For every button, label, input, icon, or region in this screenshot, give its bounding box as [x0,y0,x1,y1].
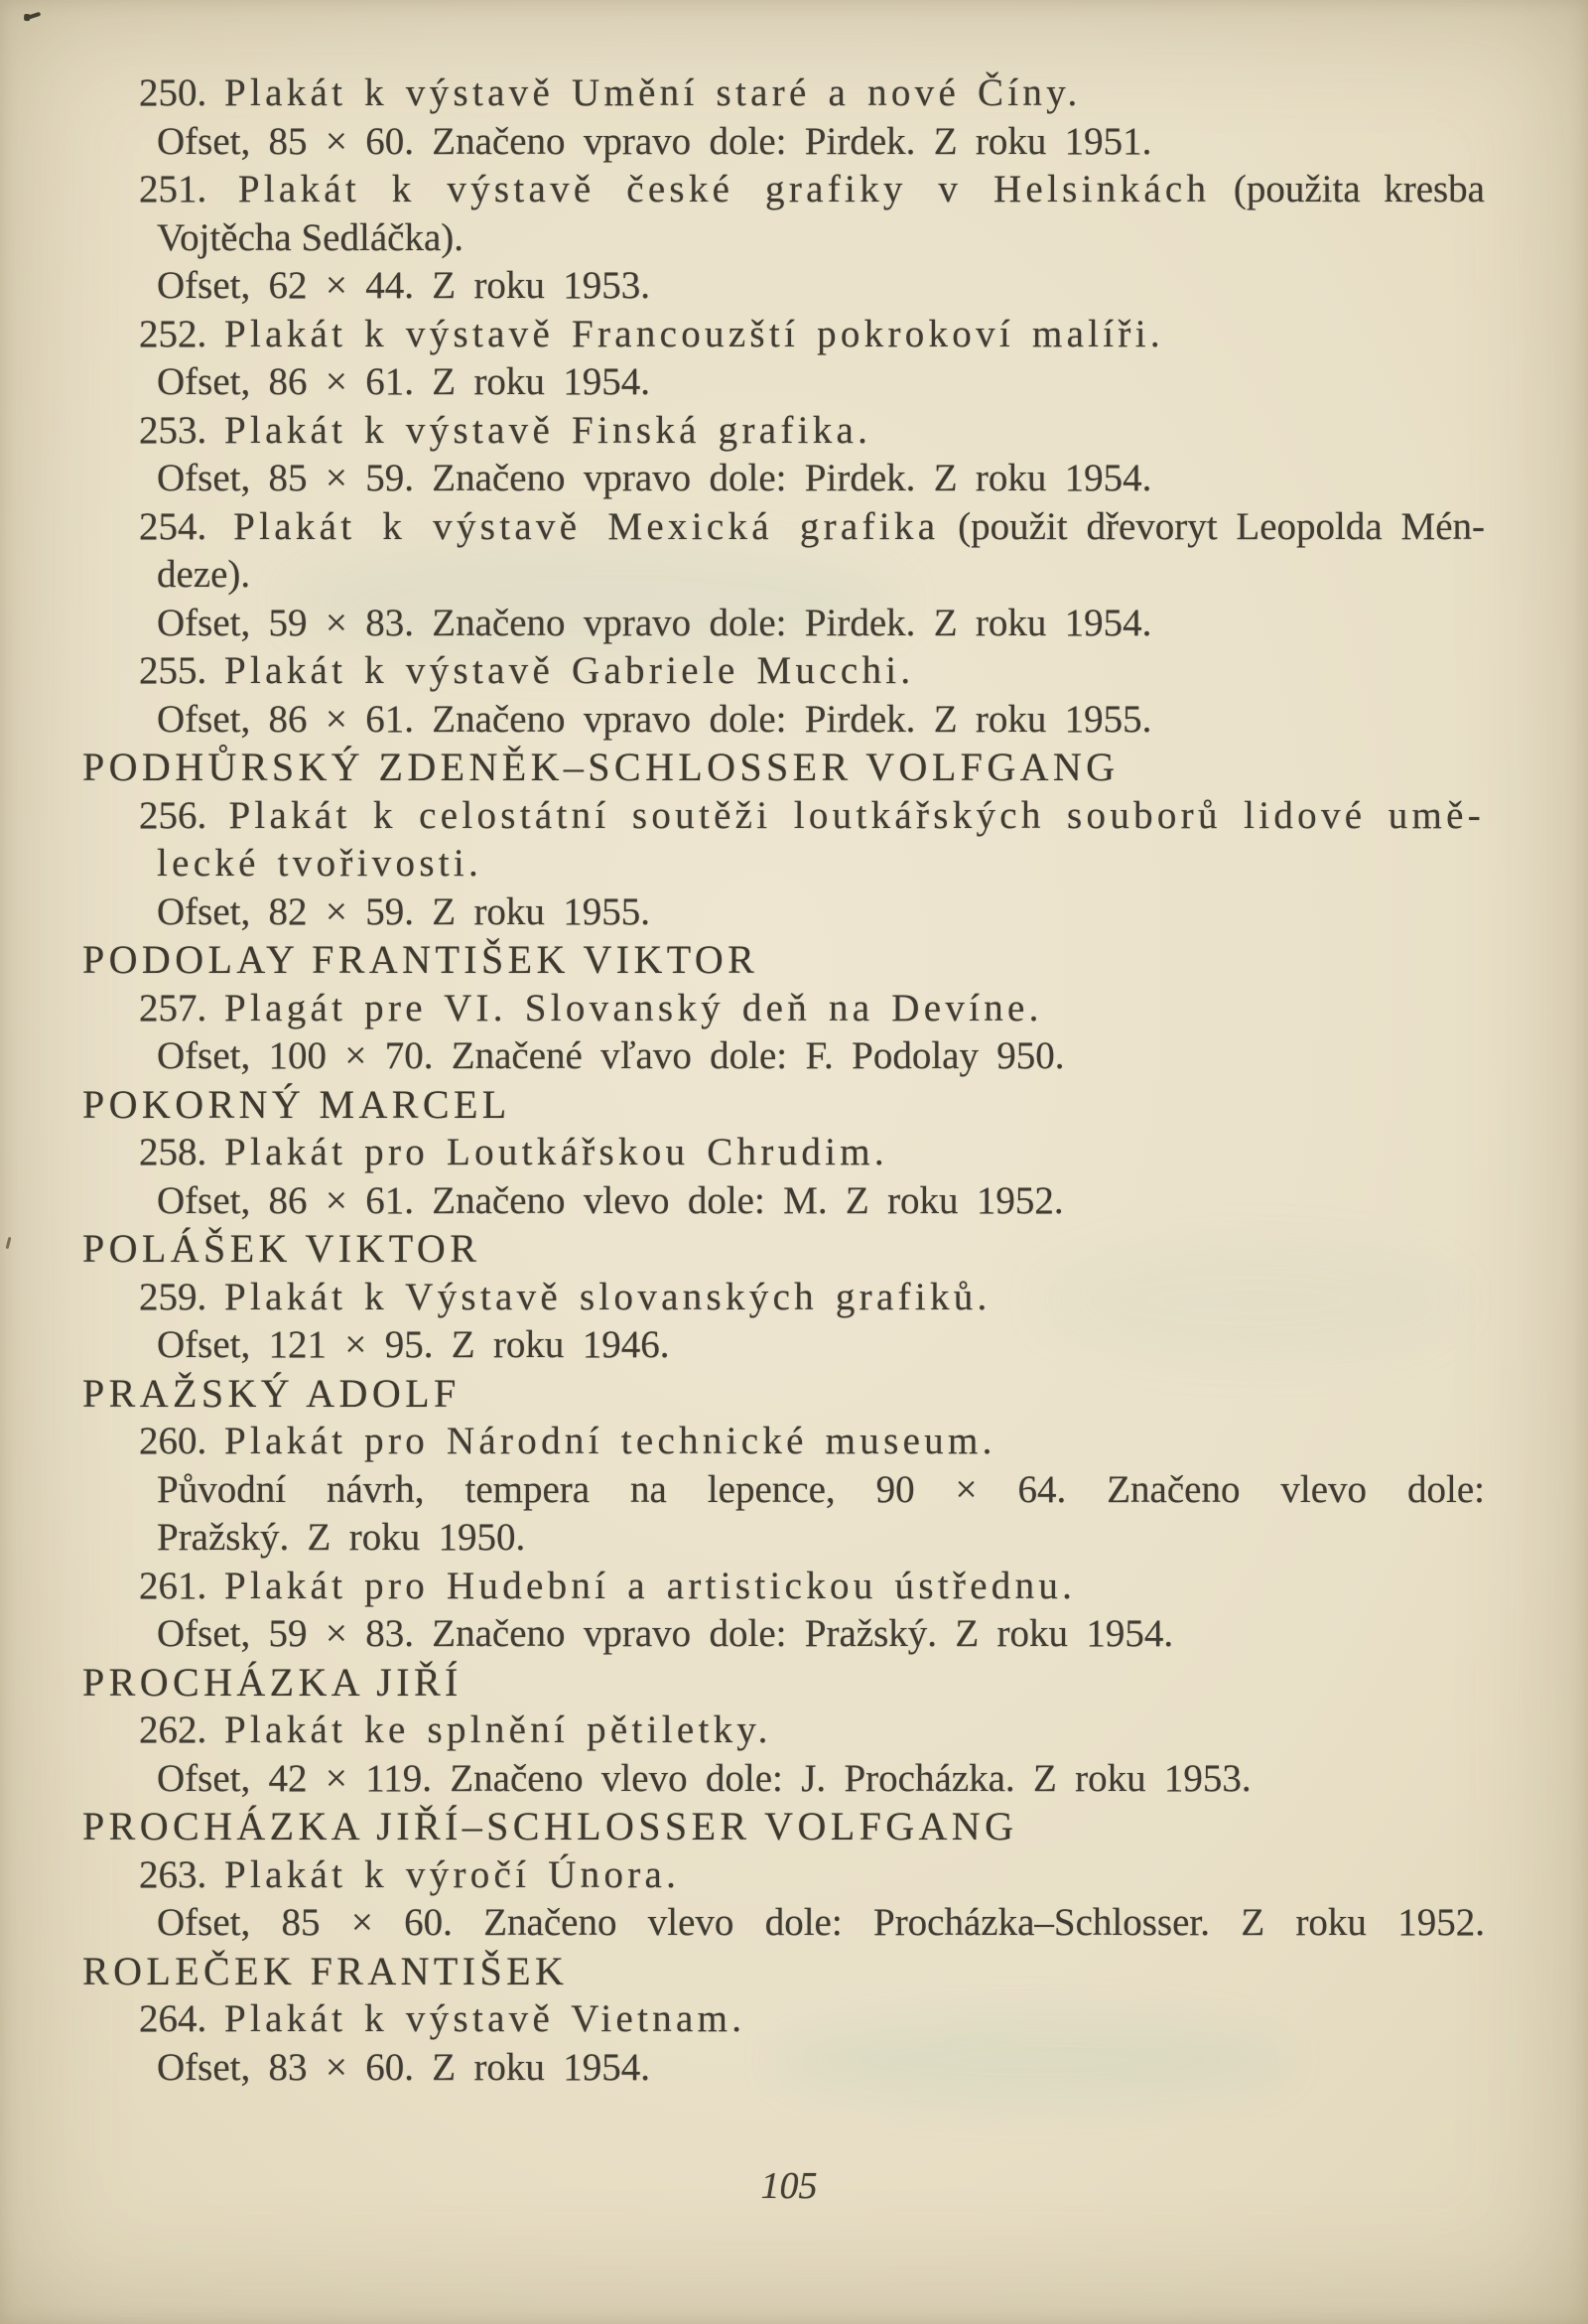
entry-title-line [139,69,1485,118]
entry-title-line [139,792,1485,841]
entry-number: 259. [139,1275,207,1318]
entry-title-segment: (použita kresba [1210,168,1485,210]
entry-number: 262. [139,1709,207,1751]
entry-number: 254. [139,504,207,548]
entry-detail-line: Ofset, 83 × 60. Z roku 1954. [157,2045,651,2089]
section-header: PROCHÁZKA JIŘÍ [82,1659,463,1705]
entry-number: 256. [139,793,207,837]
entry-title-segment: Plakát pro Hudební a artistickou ústřednu. [224,1564,1077,1607]
entry-title-continuation [157,840,1485,889]
entry-number: 257. [139,986,207,1029]
entry-title-segment: deze). [157,553,251,596]
entry-title-line [139,1995,1485,2044]
entry-title-line [139,503,1485,552]
entry-detail-line: Ofset, 59 × 83. Značeno vpravo dole: Pražský. Z roku 1954. [157,1612,1174,1655]
entry-detail-line: Pražský. Z roku 1950. [157,1516,526,1559]
entry-title-segment: Plakát k výstavě Umění staré a nové Číny. [224,71,1082,114]
section-header: ROLEČEK FRANTIŠEK [82,1948,569,1993]
entry-detail-line: Ofset, 85 × 60. Značeno vlevo dole: Procházka–Schlosser. Z roku 1952. [157,1901,1485,1944]
entry-number: 260. [139,1420,207,1462]
entry-title-segment: lecké tvořivosti. [157,842,483,885]
entry-title-continuation [157,551,1485,600]
entry-number: 252. [139,312,207,355]
entry-title-line [139,1851,1485,1900]
entry-title-line [139,1418,1485,1466]
entry-detail-line: Ofset, 86 × 61. Z roku 1954. [157,360,651,403]
entry-detail-line: Ofset, 59 × 83. Značeno vpravo dole: Pirdek. Z roku 1954. [157,601,1152,644]
entry-title-segment: Plakát k výročí Února. [224,1852,681,1896]
entry-title-segment: Vojtěcha Sedláčka). [157,215,463,259]
entry-number: 253. [139,408,207,452]
section-header: POKORNÝ MARCEL [82,1081,511,1127]
entry-title-segment: Plakát k Výstavě slovanských grafiků. [224,1275,992,1318]
entry-title-segment: (použit dřevoryt Leopolda Mén- [939,504,1486,548]
entry-detail-line: Ofset, 62 × 44. Z roku 1953. [157,264,651,307]
entry-title-line [139,1274,1485,1322]
entry-number: 261. [139,1564,207,1607]
entry-detail-line: Ofset, 121 × 95. Z roku 1946. [157,1323,670,1366]
entry-title-segment: Plakát pro Loutkářskou Chrudim. [224,1131,888,1173]
entry-detail-line: Původní návrh, tempera na lepence, 90 × 64. Značeno vlevo dole: [157,1467,1485,1511]
entry-title-segment: Plakát k výstavě Francouzští pokrokoví malíři. [224,312,1164,355]
section-header: PRAŽSKÝ ADOLF [82,1370,461,1416]
section-header: PODHŮRSKÝ ZDENĚK–SCHLOSSER VOLFGANG [82,745,1120,789]
entry-number: 255. [139,649,207,692]
entry-detail-line: Ofset, 86 × 61. Značeno vpravo dole: Pirdek. Z roku 1955. [157,697,1152,741]
entry-title-segment: Plakát k výstavě Gabriele Mucchi. [224,649,915,692]
entry-title-line [139,647,1485,696]
entry-number: 264. [139,1997,207,2040]
entry-title-line [139,407,1485,456]
entry-number: 263. [139,1852,207,1896]
entry-title-segment: Plakát k výstavě Vietnam. [224,1997,746,2040]
entry-title-segment: Plakát k výstavě Mexická grafika [233,504,940,548]
entry-title-segment: Plakát pro Národní technické museum. [224,1420,996,1462]
entry-title-continuation [157,214,1485,263]
entry-title-line [139,311,1485,359]
entry-title-segment: Plakát ke splnění pětiletky. [224,1709,772,1751]
entry-number: 250. [139,71,207,114]
entry-detail-line: Ofset, 42 × 119. Značeno vlevo dole: J. Procházka. Z roku 1953. [157,1756,1252,1800]
section-header: POLÁŠEK VIKTOR [82,1226,481,1271]
entry-title-segment: Plakát k výstavě Finská grafika. [224,408,872,452]
section-header: PROCHÁZKA JIŘÍ–SCHLOSSER VOLFGANG [82,1804,1018,1848]
entry-title-segment: Plagát pre VI. Slovanský deň na Devíne. [224,986,1043,1029]
entry-detail-line: Ofset, 85 × 59. Značeno vpravo dole: Pirdek. Z roku 1954. [157,457,1152,499]
entry-number: 258. [139,1131,207,1173]
page-number: 105 [760,2165,818,2207]
entry-detail-line: Ofset, 85 × 60. Značeno vpravo dole: Pirdek. Z roku 1951. [157,119,1152,163]
entry-title-line [139,1707,1485,1755]
entry-title-line [139,985,1485,1033]
section-header: PODOLAY FRANTIŠEK VIKTOR [82,937,759,982]
entry-title-segment: Plakát k celostátní soutěži loutkářských souborů lidové umě- [228,793,1485,837]
entry-number: 251. [139,168,207,210]
entry-title-line [139,166,1485,214]
entry-detail-line: Ofset, 100 × 70. Značené vľavo dole: F. Podolay 950. [157,1034,1065,1077]
entry-title-line [139,1129,1485,1177]
entry-detail-line: Ofset, 82 × 59. Z roku 1955. [157,889,651,933]
entry-title-segment: Plakát k výstavě české grafiky v Helsinkách [237,168,1211,210]
entry-title-line [139,1563,1485,1611]
entry-detail-line: Ofset, 86 × 61. Značeno vlevo dole: M. Z roku 1952. [157,1178,1064,1222]
